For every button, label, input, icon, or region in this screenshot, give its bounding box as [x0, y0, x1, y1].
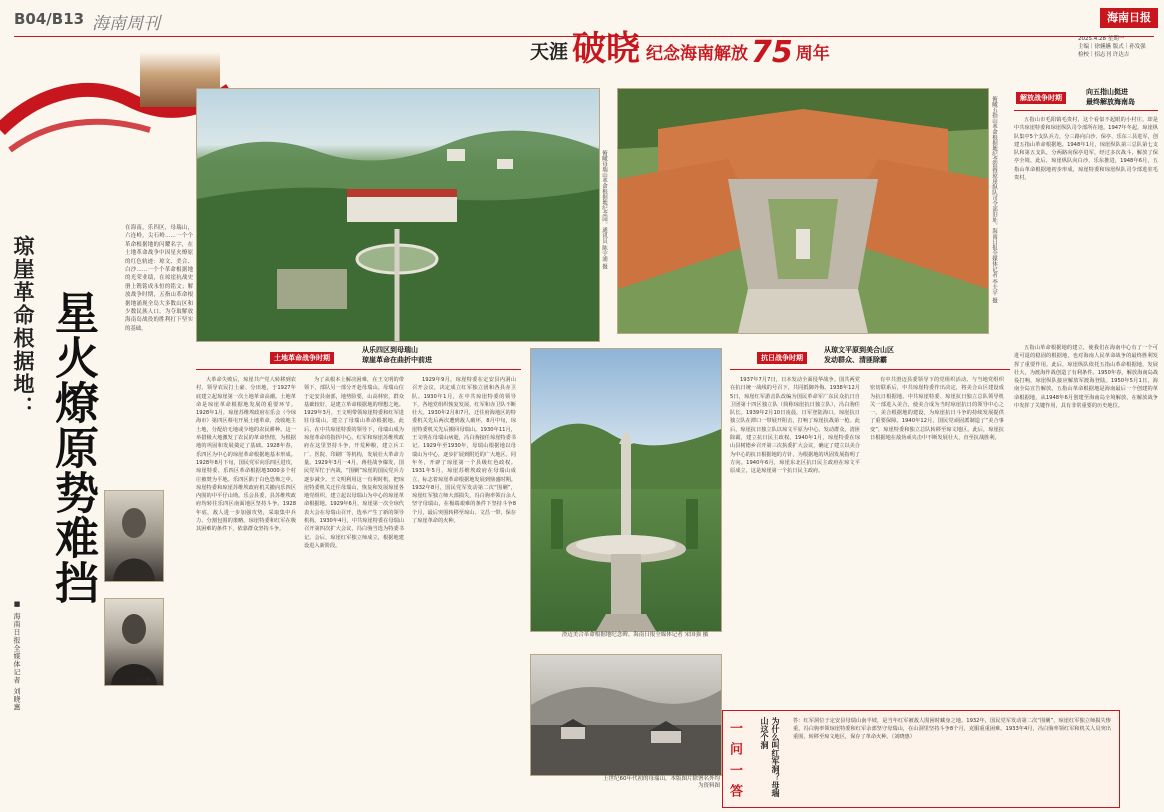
byline: ■ 海南日报全媒体记者 刘晓惠 [13, 600, 21, 712]
portrait2-caption: 冯白驹。 [136, 678, 157, 684]
section1-column-1: 大革命失败后，琼崖共产党人转移到农村，领导农民打土豪、分田地，于1927年底建立起琼崖第一次土地革命高潮。土地革命是琼崖革命根据地发展的重要环节。1928年1月，琼崖苏维埃政府在乐会（今琼海市）第四区蔡屯开展土地革命，没收地主土地，分配给无地或少地的农民耕种。这一举措极大地激发了农民的革命热情，为根据地的巩固和发展奠定了基础。1928年春，乐四区为中心的琼崖革命根据地基本形成。1928年8月下旬，国民党军向乐四区进攻，琼崖特委、乐四区革命根据地3000多个村庄被焚为平地。乐四区陷于白色恐怖之中。琼崖特委和琼崖苏维埃政府机关撤向乐四区内围的中平仔山坳。乐会县委、县苏维埃政府均转往乐四区南面地区坚持斗争。1928年底，敌人进一步加强攻势，采取集中兵力、分割包围的策略。琼崖特委和红军在极其困难的条件下，依靠群众坚持斗争。 [196, 377, 296, 533]
section3-column-2: 五指山革命根据地的建立，使我们在海南中心有了一个可进可退的稳固的根据地，也对海南人民革命战争的最终胜利发挥了重要作用。此后，琼崖纵队依托五指山革命根据地，发展壮大，为渡海作战创造了有利条件。1950年春，解放海南岛战役打响，琼崖纵队接应解放军渡海登陆。1950年5月1日，海南全岛宣告解放。五指山革命根据地是海南最后一个创建的革命根据地，从1948年6月创建至海南岛全境解放，在解放战争中发挥了关键作用，具有非常重要的历史地位。 [1014, 345, 1158, 410]
banner-big: 破晓 [572, 29, 641, 69]
page-code: B04/B13 [14, 10, 85, 28]
section2-heading-2: 发动群众、清匪除霸 [824, 356, 887, 364]
section2-heading-1: 从琼文平原到美合山区 [824, 346, 894, 354]
old-village-illustration [531, 655, 721, 775]
section2-rule [730, 369, 1010, 370]
banner-num: 75 [751, 35, 793, 70]
photo4-caption: 上世纪60年代初的母瑞山。本版图片除署名外均为资料图 [602, 776, 720, 789]
intro-paragraph: 在海南，乐四区，母瑞山，六连岭，尖石岭……一个个革命根据地的闪耀名字，在土地革命战争中因星火燎原的红色轨迹：琼文、美合、白沙……一个个革命根据地的光荣业绩，在琼崖抗战史册上镌铭成永恒的铭文；解放战争时期，五指山革命根据地涌现全岛大多数山区和少数民族人口，为夺取解放海南岛战役的胜利打下坚实的基础。 [125, 225, 193, 332]
section1-column-2: 为了从根本上解决困难，在王文明的带领下，部队另一部分开赴母瑞山。母瑞山位于定安县南部，地势险要，山高林密，群众基础较好，是建立革命根据地的理想之地。1929年3月，王文明带领琼崖特委和红军进驻母瑞山，建立了母瑞山革命根据地。此后，在中共琼崖特委的领导下，母瑞山成为琼崖革命的指挥中心。红军和琼崖苏维埃政府在这里坚持斗争，开荒种粮，建立兵工厂、医院、印刷厂等机构，发展壮大革命力量。1929年3月一4月，蒋桂战争爆发，国民党军忙于内战，“围剿”琼崖的国民党兵力逐步减少。王文明利用这一有利时机，把琼崖特委机关迁往母瑞山，恢复和发展琼崖各地党组织，建立起以母瑞山为中心的琼崖革命根据地。1929年6月，琼崖第一次全琼代表大会在母瑞山召开，选举产生了新的领导机构。1930年4月，中共琼崖特委在母瑞山召开第四次扩大会议，冯白驹当选为特委书记。会后，琼崖红军独立师成立，根据地建设进入新阶段。 [304, 377, 404, 549]
section1-rule [196, 369, 521, 370]
editors-line-2: 检校｜招志刊 许达吉 [1078, 52, 1130, 58]
section1-heading-1: 从乐四区到母瑞山 [362, 346, 418, 354]
section2-tag: 抗日战争时期 [757, 352, 807, 364]
photo-murui-1960s [530, 654, 722, 776]
section1-tag: 土地革命战争时期 [270, 352, 334, 364]
newspaper-logo: 海南日报 [1100, 8, 1158, 28]
section1-heading-2: 琼崖革命在曲折中前进 [362, 356, 432, 364]
qa-side-label: 一问一答 [727, 721, 742, 805]
editors-line-1: 主编｜徐嬿嬿 版式｜孙发强 [1078, 44, 1146, 50]
section3-rule [1014, 110, 1158, 111]
section2-column-2: 有中共澄迈县委领导下的党组织活动。与当地党组织密切联系后，中共琼崖特委作出决定，将美合山区建设成为抗日根据地。中共琼崖特委、琼崖抗日独立总队领导机关一部进入美合，使美合成为当时琼崖抗日的领导中心之一。美合根据地的建设，为琼崖抗日斗争的持续发展提供了重要保障。1940年12月，国民党顽固派制造了“美合事变”，琼崖特委和独立总队转移至琼文地区。此后，琼崖抗日根据地在敌伪顽夹击中不断发展壮大，直至抗战胜利。 [870, 377, 1004, 442]
banner-prefix: 天涯 [530, 41, 569, 63]
memorial-hall-illustration [618, 89, 988, 333]
section3-heading-2: 最终解放海南岛 [1086, 98, 1135, 106]
person-silhouette-icon [105, 491, 163, 581]
landscape-illustration [197, 89, 599, 341]
section1-column-3: 1929年9月，琼崖特委在定安县内洞山召开会议，决定成立红军独立团和各县赤卫队。1930年1月，在中共琼崖特委的领导下，各地党组织恢复发展，红军和赤卫队不断壮大。1930年2月和7月，迁往府海地区的特委机关先后两次遭到敌人破坏，8月中旬，琼崖特委机关先后搬回母瑞山。1930年11月，王文明在母瑞山病逝，冯白驹接任琼崖特委书记。1929年至1930年，母瑞山根据地以母瑞山为中心，逐步扩展到附近的广大地区。同年冬，开辟了琼崖第一个县级红色政权。1931年5月，琼崖苏维埃政府在母瑞山成立，标志着琼崖革命根据地发展到鼎盛时期。1932年8月，国民党军发动第二次“围剿”，琼崖红军独立师大部损失，冯白驹率领百余人坚守母瑞山，在极端艰难的条件下坚持斗争8个月，最后突围转移至琼山、文昌一带，保存了琼崖革命的火种。 [412, 377, 516, 525]
photo-meihe-monument [530, 348, 722, 632]
photo2-caption: 俯瞰五指山革命根据地纪念馆暨琼崖纵队司令部旧址。海南日报全媒体记者 李天平 摄 [991, 96, 997, 303]
anniversary-banner [530, 18, 830, 70]
banner-end: 周年 [795, 44, 830, 64]
section3-heading-1: 向五指山挺进 [1086, 88, 1128, 96]
headline-title: 星火燎原势难挡 [47, 290, 98, 605]
masthead-weekly: 海南周刊 [92, 14, 160, 34]
section2-column-1: 1937年7月7日，日本发动全面侵华战争。国共两党在抗日统一战线的号召下，共同抵御外侮。1938年12月5日，琼崖红军游击队改编为国民革命军广东民众抗日自卫团第十四区独立队（简称琼崖抗日独立队），冯白驹任队长。1939年2月10日凌晨，日军登陆海口。琼崖抗日独立队在潭口一带展开阻击，打响了琼崖抗战第一枪。此后，琼崖抗日独立队以琼文平原为中心，发动群众，清匪除霸，建立抗日民主政权。1940年1月，琼崖特委在琼山县树德乡召开第三次执委扩大会议，确定了建立以美合为中心的抗日根据地的方针，为根据地的巩固发展指明了方向。1940年6月，琼崖东北区抗日民主政府在琼文平原成立，这是琼崖第一个抗日民主政府。 [730, 377, 860, 475]
portrait-feng-baiju [104, 598, 164, 686]
qa-box [722, 710, 1120, 808]
portrait1-caption: 王文明。 [136, 575, 157, 581]
person-silhouette-icon [105, 599, 163, 685]
photo1-caption: 俯瞰母瑞山革命根据地纪念园。通讯员 陈宇浦 摄 [601, 150, 607, 269]
section3-column-1: 五指山市毛阳镇毛贵村，这个看似不起眼的小村庄，却是中共琼崖特委和琼崖纵队司令部所在地。1947年冬起，琼崖纵队集中5个支队兵力，分三路向白沙、保亭、乐东三县进军，创建五指山革命根据地。1948年1月，琼崖纵队第三总队第七支队和第五支队，分两路向保亭进军，经过多次战斗，解放了保亭全境。此后，琼崖纵队向白沙、乐东推进，1948年6月，五指山革命根据地初步形成，琼崖特委和琼崖纵队司令部进驻毛贵村。 [1014, 117, 1158, 182]
qa-answer: 答：红军洞位于定安县母瑞山南半坡，是当年红军被敌人围困时藏身之地。1932年，国民党军发动第二次“围剿”，琼崖红军独立师损失惨重，冯白驹率领琼崖特委和红军余部坚守母瑞山，在山洞里坚持斗争8个月，克服重重困难。1933年4月，冯白驹率领红军和机关人员突出重围，转移至琼文地区，保存了革命火种。（刘晓惠） [793, 718, 1111, 740]
issue-date: 2025.4.28 星期一 [1078, 36, 1125, 42]
photo-murui-memorial-park [196, 88, 600, 342]
monument-illustration [531, 349, 721, 631]
qa-question: 为什么叫红军洞？母瑞山这个洞 [760, 717, 780, 797]
portrait-wang-wenming [104, 490, 164, 582]
photo3-caption: 澄迈美合革命根据地纪念碑。海南日报全媒体记者 宋国强 摄 [561, 632, 709, 638]
section3-tag: 解放战争时期 [1016, 92, 1066, 104]
headline-subtitle: 琼崖革命根据地： [11, 235, 36, 419]
banner-suffix: 纪念海南解放 [646, 44, 749, 64]
photo-wuzhishan-memorial [617, 88, 989, 334]
